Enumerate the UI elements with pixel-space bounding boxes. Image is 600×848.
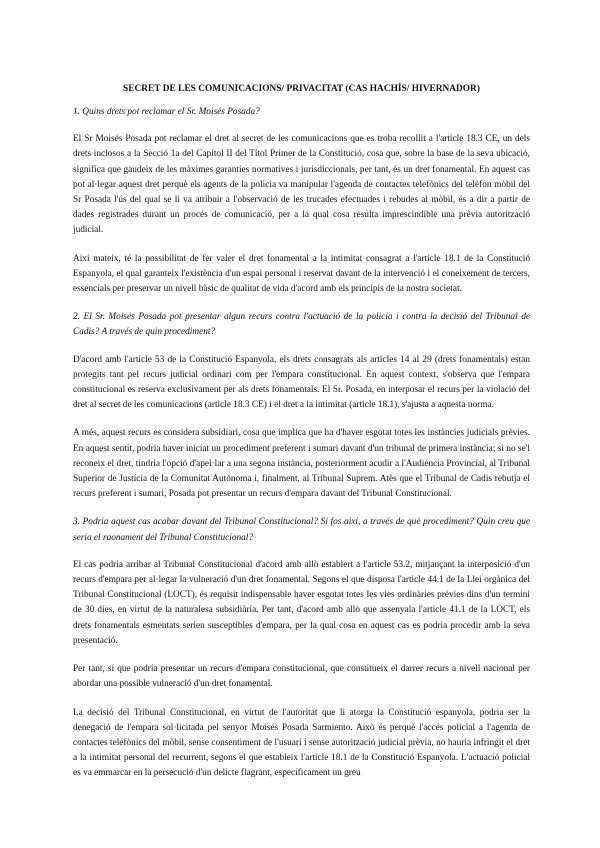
- section-3: [73, 515, 530, 781]
- paragraph: A més, aquest recurs es considera subsidiari, cosa que implica que ha d'haver esgotat totes les instàncies judicials prèvies. En aquest sentit, podria haver iniciat un procediment preferent i sumari davant d'un tribunal de primera instància; si no se'l reconeix el dret, tindria l'opció d'apel·lar a una segona instància, posteriorment acudir a l'Audiència Provincial, al Tribunal Superior de Justícia de la Comunitat Autònoma i, finalment, al Tribunal Suprem. Atès que el Tribunal de Cadis rebutja el recurs preferent i sumari, Posada pot presentar un recurs d'empara davant del Tribunal Constitucional.: [73, 428, 530, 500]
- section-2: [73, 310, 530, 502]
- paragraph: El Sr Moisés Posada pot reclamar el dret al secret de les comunicacions que es troba recollit a l'article 18.3 CE, un dels drets inclosos a la Secció 1a del Capítol II del Títol Primer de la Constitució, cosa que, sobre la base de la seva ubicació, significa que gaudeix de les màximes garanties normatives i jurisdiccionals, per tant, és un dret fonamental. En aquest cas pot al·legar aquest dret perquè els agents de la policia va manipular l'agenda de contactes telefònics del telèfon mòbil del Sr Posada l'ús del qual se li va atribuir a l'observació de les trucades efectuades i rebudes al mòbil, és a dir a partir de dades registrades durant un procés de comunicació, per a la qual cosa resulta imprescindible una prèvia autorització judicial.: [73, 134, 530, 236]
- document-title: SECRET DE LES COMUNICACIONS/ PRIVACITAT (CAS HACHÍS/ HIVERNADOR): [123, 84, 480, 94]
- paragraph: Així mateix, té la possibilitat de fer valer el dret fonamental a la intimitat consagrat a l'article 18.1 de la Constitució Espanyola, el qual garanteix l'existència d'un espai personal i reservat davant de la intervenció i el coneixement de tercers, essencials per preservar un nivell bàsic de qualitat de vida d'acord amb els principis de la nostra societat.: [73, 253, 530, 295]
- section-1: [73, 105, 530, 297]
- paragraph: Per tant, sí que podria presentar un recurs d'empara constitucional, que constitueix el darrer recurs a nivell nacional per abordar una possible vulneració d'un dret fonamental.: [73, 664, 530, 690]
- paragraph: La decisió del Tribunal Constitucional, en virtut de l'autoritat que li atorga la Constitució espanyola, podria ser la denegació de l'empara sol·licitada pel senyor Moisés Posada Sarmiento. Això és perquè l'accés policial a l'agenda de contactes telefònics del mòbil, sense consentiment de l'usuari i sense autorització judicial prèvia, no hauria infringit el dret a la intimitat personal del recurrent, segons el que estableix l'article 18.1 de la Constitució Espanyola. L'actuació policial es va emmarcar en la persecució d'un delicte flagrant, específicament un greu: [73, 707, 530, 779]
- paragraph: D'acord amb l'article 53 de la Constitució Espanyola, els drets consagrats als articles 14 al 29 (drets fonamentals) estan protegits tant pel recurs judicial ordinari com per l'empara constitucional. En aquest context, s'observa que l'empara constitucional es reserva exclusivament per als drets fonamentals. El Sr. Posada, en interposar el recurs per la violació del dret al secret de les comunicacions (article 18.3 CE) i el dret a la intimitat (article 18.1), s'ajusta a aquesta norma.: [73, 354, 530, 411]
- paragraph: El cas podria arribar al Tribunal Constitucional d'acord amb allò establert a l'article 53.2, mitjançant la interposició d'un recurs d'empara per al·legar la vulneració d'un dret fonamental. Segons el que disposa l'article 44.1 de la Llei orgànica del Tribunal Constitucional (LOCT), és requisit indispensable haver esgotat totes les vies ordinàries prèvies dins d'un termini de 30 dies, en virtut de la naturalesa subsidiària. Per tant, d'acord amb allò que assenyala l'article 41.1 de la LOCT, els drets fonamentals esmentats serien susceptibles d'empara, per la qual cosa en aquest cas es podria procedir amb la seva presentació.: [73, 559, 530, 646]
- question-1: 1. Quins drets pot reclamar el Sr. Moisés Posada?: [73, 107, 260, 117]
- question-2: 2. El Sr. Moisés Posada pot presentar algun recurs contra l'actuació de la policia i contra la decisió del Tribunal de Cadis? A través de quin procediment?: [73, 312, 530, 338]
- question-3: 3. Podria aquest cas acabar davant del Tribunal Constitucional? Si fos així, a través de què procediment? Quin creu que seria el raonament del Tribunal Constitucional?: [73, 517, 530, 543]
